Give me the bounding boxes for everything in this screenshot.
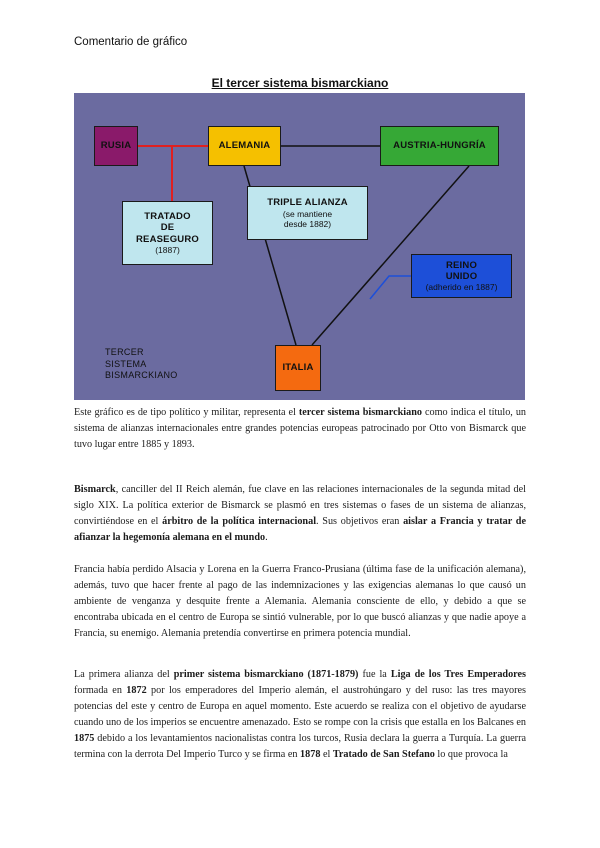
p1-bold-1: tercer sistema bismarckiano	[298, 407, 422, 418]
p4-text-d: formada en	[74, 685, 127, 696]
p4-bold-6: Tratado de San Stefano	[332, 749, 435, 760]
italia-box	[275, 345, 321, 391]
paragraph-3	[74, 562, 526, 642]
tratado-date: (1887)	[155, 244, 180, 255]
document-title: El tercer sistema bismarckiano	[211, 76, 389, 90]
p4-text-g: el	[320, 749, 333, 760]
paragraph-4	[74, 667, 526, 763]
p4-text-a: La primera alianza del	[74, 669, 174, 680]
rusia-box	[94, 126, 138, 166]
p4-text-c: fue la	[358, 669, 391, 680]
rusia-label: RUSIA	[100, 140, 132, 152]
italia-label: ITALIA	[282, 362, 314, 374]
reino-line1: REINO	[445, 259, 478, 271]
austria-hungria-box	[380, 126, 499, 166]
alemania-box	[208, 126, 281, 166]
page-header: Comentario de gráfico	[74, 36, 188, 48]
p2-bold-3: aislar a Francia y tratar de afianzar la hegemonía alemana en el mundo	[74, 516, 526, 543]
caption-line1: TERCER	[105, 347, 144, 357]
p1-text-a: Este gráfico es de tipo político y militar, representa el	[74, 407, 299, 418]
reino-note: (adherido en 1887)	[425, 282, 498, 293]
p4-bold-5: 1878	[300, 749, 321, 760]
p4-bold-1: primer sistema bismarckiano (1871-1879)	[173, 669, 359, 680]
p4-bold-4: 1875	[74, 733, 95, 744]
line-reino-triple	[370, 276, 411, 299]
p1-text-c: como indica el título, un sistema de alianzas internacionales entre grandes potencias europeas patrocinado por Otto von Bismarck que tuvo lugar entre 1885 y 1893.	[74, 407, 527, 450]
paragraph-1	[74, 405, 526, 453]
p2-text-a: , canciller del II Reich alemán, fue clave en las relaciones internacionales de la segunda mitad del siglo XIX. La política exterior de Bismarck se plasmó en tres sistemas o fases de un sistema de alianzas, convirtiéndose en el	[74, 484, 526, 527]
p2-bold-1: Bismarck	[74, 484, 116, 495]
p2-bold-2: árbitro de la política internacional	[162, 516, 317, 527]
diagram-caption	[105, 347, 178, 382]
austria-label: AUSTRIA-HUNGRÍA	[393, 140, 486, 152]
triple-line3: desde 1882)	[283, 218, 332, 229]
alliance-diagram	[74, 93, 525, 400]
p4-bold-2: Liga de los Tres Emperadores	[390, 669, 527, 680]
alemania-label: ALEMANIA	[218, 140, 271, 152]
p4-bold-3: 1872	[126, 685, 147, 696]
reino-line2: UNIDO	[445, 270, 478, 282]
caption-line2: SISTEMA	[105, 358, 147, 369]
triple-line1: TRIPLE ALIANZA	[267, 197, 348, 209]
paragraph-2	[74, 482, 526, 546]
tratado-reaseguro-box	[122, 201, 213, 265]
p4-text-f: debido a los levantamientos nacionalistas contra los turcos, Rusia declara la guerra a Turquía. La guerra termina con la derrota Del Imperio Turco y se firma en	[74, 733, 526, 760]
tratado-line1: TRATADO	[144, 210, 191, 222]
p4-text-h: lo que provoca la	[434, 749, 508, 760]
p2-text-d: .	[265, 532, 268, 543]
triple-alianza-box	[247, 186, 368, 240]
tratado-line2: DE	[160, 222, 175, 234]
triple-line2: (se mantiene	[282, 208, 333, 219]
reino-unido-box	[411, 254, 512, 298]
p2-text-c: . Sus objetivos eran	[316, 516, 404, 527]
p3-text-a: Francia había perdido Alsacia y Lorena en la Guerra Franco-Prusiana (última fase de la unificación alemana), además, tuvo que hacer frente al pago de las indemnizaciones y las exigencias alemanas lo que causó un ambiente de venganza y desquite frente a Alemania. Alemania consciente de ello, y debido a que se encontraba ubicada en el centro de Europa se sintió vulnerable, por lo que buscó alianzas y que nadie apoye a Francia, su enemigo. Alemania pretendía convertirse en primera potencia mundial.	[74, 564, 526, 639]
p4-text-e: por los emperadores del Imperio alemán, el austrohúngaro y del ruso: las tres mayores potencias del este y centro de Europa en aquel momento. Este acuerdo se realiza con el objetivo de ayudarse cuando uno de los imperios se encuentre amenazado. Esto se rompe con la crisis que estalla en los Balcanes en	[74, 685, 527, 728]
caption-line3: BISMARCKIANO	[105, 370, 178, 381]
tratado-line3: REASEGURO	[135, 233, 200, 245]
